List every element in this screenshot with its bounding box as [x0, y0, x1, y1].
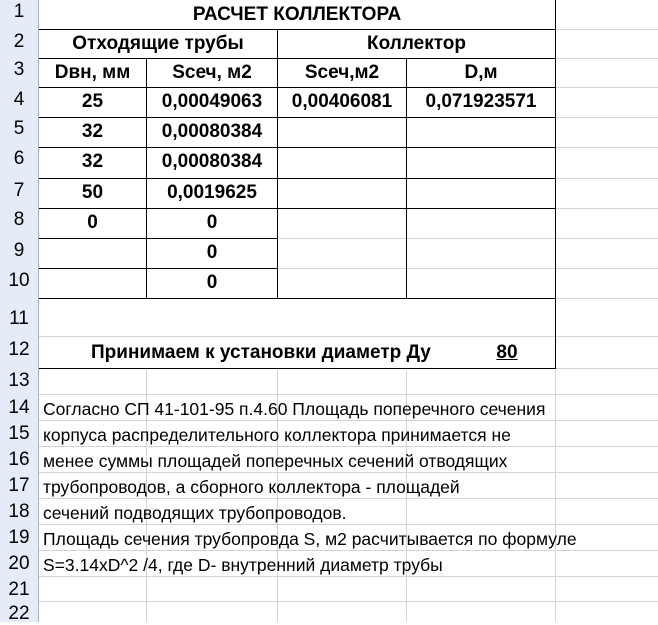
accept-diameter-label[interactable]: Принимаем к установки диаметр Ду [91, 342, 431, 363]
table-cell[interactable]: 0,00080384 [161, 151, 263, 172]
row-header-column [0, 0, 39, 622]
table-cell[interactable]: 0,00080384 [161, 121, 263, 142]
table-cell[interactable]: 25 [81, 91, 104, 112]
row-number[interactable]: 19 [8, 527, 30, 548]
spreadsheet-grid[interactable] [39, 0, 658, 622]
col-header-d-inner[interactable]: Dвн, мм [54, 62, 131, 83]
table-cell[interactable]: 0,00406081 [291, 91, 393, 112]
row-number[interactable]: 3 [13, 59, 25, 80]
table-cell[interactable]: 0 [206, 212, 218, 233]
note-line[interactable]: Согласно СП 41-101-95 п.4.60 Площадь поперечного сечения [43, 399, 546, 419]
row-number[interactable]: 16 [8, 449, 30, 470]
row-number[interactable]: 10 [8, 270, 30, 291]
row-number[interactable]: 18 [8, 501, 30, 522]
col-header-s-pipe[interactable]: Sсеч, м2 [172, 62, 252, 83]
table-cell[interactable]: 0,00049063 [161, 91, 263, 112]
table-cell[interactable]: 0,071923571 [425, 91, 537, 112]
col-header-s-collector[interactable]: Sсеч,м2 [304, 62, 380, 83]
row-number[interactable]: 9 [13, 240, 25, 261]
table-cell[interactable]: 0 [87, 212, 98, 233]
accept-diameter-value[interactable]: 80 [496, 342, 518, 363]
row-number[interactable]: 21 [8, 579, 30, 600]
note-line[interactable]: сечений подводящих трубопроводов. [43, 503, 347, 523]
row-number[interactable]: 12 [8, 339, 30, 360]
col-header-d-collector[interactable]: D,м [464, 62, 498, 83]
group-header-collector[interactable]: Коллектор [367, 33, 466, 54]
row-number[interactable]: 14 [8, 397, 30, 418]
row-number[interactable]: 1 [13, 1, 25, 22]
table-cell[interactable]: 0 [206, 242, 218, 263]
row-number[interactable]: 17 [8, 475, 30, 496]
table-cell[interactable]: 32 [81, 121, 104, 142]
row-number[interactable]: 11 [9, 308, 29, 329]
row-number[interactable]: 7 [13, 180, 25, 201]
row-number[interactable]: 5 [13, 118, 25, 139]
row-number[interactable]: 8 [13, 209, 25, 230]
row-number[interactable]: 15 [8, 423, 30, 444]
note-line[interactable]: трубопроводов, а сборного коллектора - площадей [43, 477, 460, 497]
sheet-title[interactable]: РАСЧЕТ КОЛЛЕКТОРА [192, 4, 402, 25]
row-number[interactable]: 22 [8, 603, 30, 624]
table-cell[interactable]: 32 [81, 151, 104, 172]
row-number[interactable]: 20 [8, 553, 30, 574]
note-line[interactable]: корпуса распределительного коллектора принимается не [43, 425, 511, 445]
table-cell[interactable]: 0 [206, 272, 218, 293]
group-header-pipes[interactable]: Отходящие трубы [72, 33, 244, 54]
row-number[interactable]: 4 [13, 89, 25, 110]
note-line[interactable]: менее суммы площадей поперечных сечений отводящих [43, 451, 508, 471]
note-line[interactable]: S=3.14xD^2 /4, где D- внутренний диаметр трубы [43, 555, 443, 575]
note-line[interactable]: Площадь сечения трубопровда S, м2 расчитывается по формуле [43, 529, 577, 549]
row-number[interactable]: 13 [8, 370, 30, 391]
row-number[interactable]: 6 [13, 148, 25, 169]
table-cell[interactable]: 50 [81, 182, 104, 203]
table-cell[interactable]: 0,0019625 [167, 182, 257, 203]
row-number[interactable]: 2 [13, 31, 25, 52]
